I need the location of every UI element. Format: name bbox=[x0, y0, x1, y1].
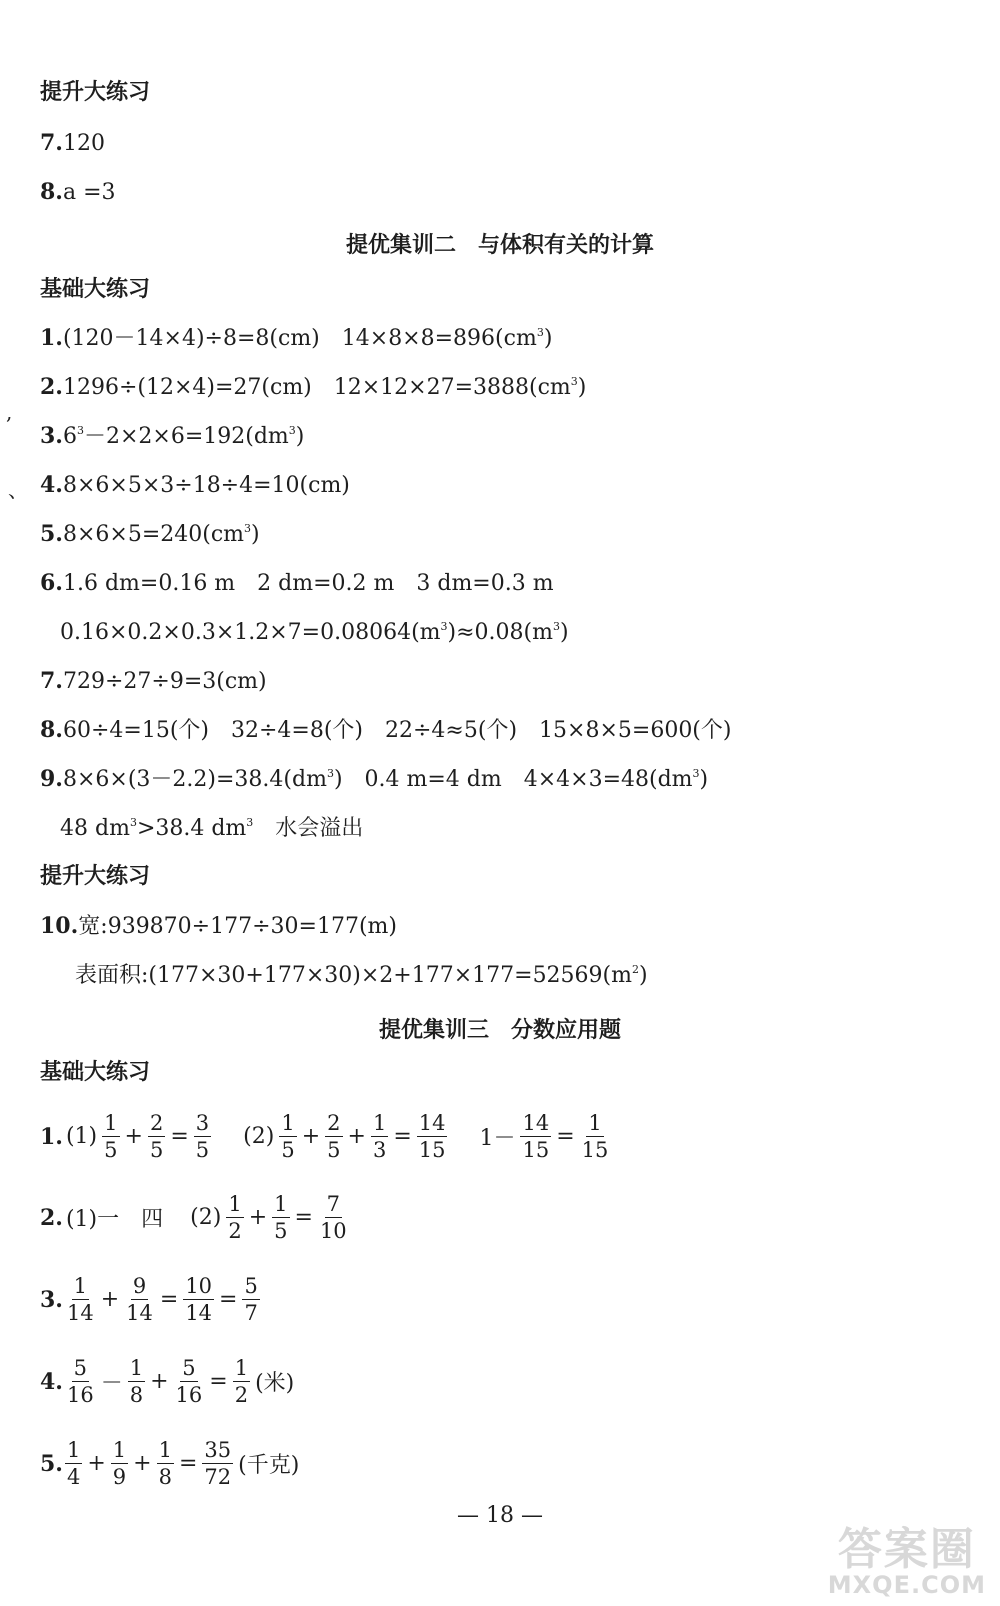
answer-line-continued: 表面积$:(177\times 30+177\times 30)\times 2+177\times 177=52569(m^2)$ bbox=[75, 963, 648, 988]
answer-line: 8.60÷4=15(个) 32÷4=8(个) 22÷4≈5(个) 15×8×5=600(个) bbox=[40, 717, 732, 743]
fraction: $\frac{7}{10}$ bbox=[319, 1192, 347, 1243]
fraction: $\frac{1}{8}$ bbox=[129, 1356, 144, 1407]
fraction: $\frac{2}{5}$ bbox=[149, 1111, 164, 1162]
fraction: $\frac{2}{5}$ bbox=[327, 1111, 341, 1162]
fraction: $\frac{1}{5}$ bbox=[281, 1111, 295, 1162]
fraction: $\frac{14}{15}$ bbox=[418, 1111, 446, 1162]
answer-8: 8.a =3 bbox=[40, 179, 116, 205]
answer-7: 7.120 bbox=[40, 130, 105, 156]
answer-line: 10.宽:939870÷177÷30=177(m) bbox=[40, 913, 397, 939]
fraction: $\frac{5}{16}$ bbox=[66, 1356, 94, 1407]
answer-line: 6.1.6 dm=0.16 m 2 dm=0.2 m 3 dm=0.3 m bbox=[40, 570, 554, 596]
answer-line: $5.8\times 6\times 5=240(cm^3)$ bbox=[40, 521, 260, 547]
fraction: $\frac{1}{2}$ bbox=[234, 1356, 249, 1407]
fraction: $\frac{1}{8}$ bbox=[158, 1438, 172, 1489]
fraction-answer-1: 1. (1) $\frac{1}{5}$ + $\frac{2}{5}$ = $\frac{3}{5}$ (2) $\frac{1}{5}$ + $\frac{2}{5}$ + $\frac{1}{3}$ = $\frac{14}{15}$ 1－ $\frac{14}{15}$ = $\frac{1}{15}$ bbox=[40, 1111, 609, 1162]
fraction: $\frac{3}{5}$ bbox=[195, 1111, 210, 1162]
fraction: $\frac{10}{14}$ bbox=[185, 1274, 213, 1325]
fraction: $\frac{9}{14}$ bbox=[126, 1274, 153, 1325]
scan-mark: , bbox=[6, 400, 13, 424]
answer-line: $9.8\times 6\times(3-2.2)=38.4(dm^3)$ 0.4 m=4 dm $4\times 4\times 3=48(dm^3)$ bbox=[40, 766, 709, 792]
scan-mark: 、 bbox=[8, 478, 28, 502]
fraction-answer-3: 3. $\frac{1}{14}$ + $\frac{9}{14}$ = $\frac{10}{14}$ = $\frac{5}{7}$ bbox=[40, 1274, 258, 1325]
fraction: $\frac{1}{5}$ bbox=[274, 1192, 288, 1243]
fraction-answer-4: 4. $\frac{5}{16}$ － $\frac{1}{8}$ + $\frac{5}{16}$ = $\frac{1}{2}$ (米) bbox=[40, 1356, 295, 1407]
fraction: $\frac{1}{5}$ bbox=[104, 1111, 118, 1162]
fraction: $\frac{1}{2}$ bbox=[228, 1192, 242, 1243]
section-title-3: 提优集训三 分数应用题 bbox=[378, 1018, 621, 1043]
fraction: $\frac{14}{15}$ bbox=[522, 1111, 550, 1162]
fraction: $\frac{5}{16}$ bbox=[175, 1356, 203, 1407]
answer-line: 7.729÷27÷9=3(cm) bbox=[40, 668, 267, 694]
section-heading-advanced: 提升大练习 bbox=[40, 80, 151, 105]
answer-line: 4.8×6×5×3÷18÷4=10(cm) bbox=[40, 472, 350, 498]
answer-line: $3.6^3-2\times 2\times 6=192(dm^3)$ bbox=[40, 423, 305, 449]
fraction: $\frac{35}{72}$ bbox=[204, 1438, 232, 1489]
answer-line-continued: $0.16\times 0.2\times 0.3\times 1.2\times 7=0.08064(m^3)\approx 0.08(m^3)$ bbox=[60, 620, 569, 645]
basic-practice-heading: 基础大练习 bbox=[40, 277, 151, 302]
answer-line: 1.(120－14×4)÷8=8(cm) $14\times 8\times 8=896(cm^3)$ bbox=[40, 325, 553, 351]
answer-line: 2.1296÷(12×4)=27(cm) $12\times 12\times 27=3888(cm^3)$ bbox=[40, 374, 587, 400]
fraction: $\frac{1}{3}$ bbox=[372, 1111, 387, 1162]
advanced-practice-heading: 提升大练习 bbox=[40, 864, 151, 889]
fraction: $\frac{1}{4}$ bbox=[66, 1438, 81, 1489]
fraction: $\frac{1}{15}$ bbox=[581, 1111, 609, 1162]
fraction: $\frac{5}{7}$ bbox=[244, 1274, 258, 1325]
watermark-logo: 答案圈 MXQE.COM bbox=[827, 1523, 986, 1599]
page-number: — 18 — bbox=[457, 1503, 543, 1528]
fraction: $\frac{1}{9}$ bbox=[112, 1438, 127, 1489]
fraction: $\frac{1}{14}$ bbox=[66, 1274, 94, 1325]
section-title-2: 提优集训二 与体积有关的计算 bbox=[345, 233, 654, 258]
fraction-answer-5: 5. $\frac{1}{4}$ + $\frac{1}{9}$ + $\frac{1}{8}$ = $\frac{35}{72}$ (千克) bbox=[40, 1438, 300, 1489]
fraction-answer-2: 2. (1)一 四 (2) $\frac{1}{2}$ + $\frac{1}{5}$ = $\frac{7}{10}$ bbox=[40, 1192, 347, 1243]
answer-line-continued: 48 $dm^3>38.4$ $dm^3$ 水会溢出 bbox=[60, 816, 364, 841]
basic-practice-heading: 基础大练习 bbox=[40, 1060, 151, 1085]
